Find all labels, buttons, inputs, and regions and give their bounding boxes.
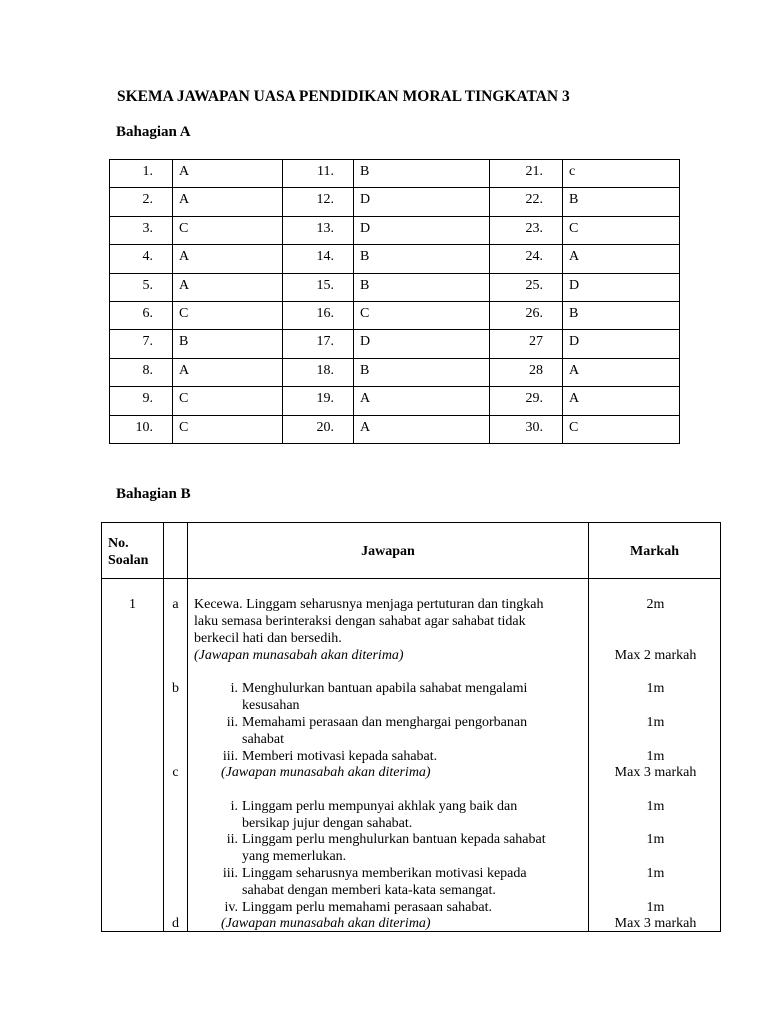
question-number-cell: 3. [110,216,173,244]
question-number-cell: 12. [283,188,354,216]
part-c-item-2-mark: 1m [646,832,665,847]
answer-row [110,188,680,216]
answer-cell: D [354,216,490,244]
header-jawapan: Jawapan [361,544,415,559]
question-number-cell: 27 [490,330,563,358]
question-number-cell: 26. [490,301,563,329]
question-number-cell: 19. [283,387,354,415]
part-b-item-1-num: i. [230,681,238,696]
question-number-cell: 14. [283,245,354,273]
answer-cell: C [354,301,490,329]
header-no: No. [108,536,129,551]
answer-cell: B [173,330,283,358]
answer-row [110,273,680,301]
part-b-note: (Jawapan munasabah akan diterima) [221,765,431,780]
answer-cell: C [563,216,680,244]
question-number-cell: 24. [490,245,563,273]
answer-cell: C [563,415,680,443]
question-number-cell: 8. [110,358,173,386]
part-c-item-4-line-1: Linggam perlu memahami perasaan sahabat. [242,900,492,915]
answer-cell: A [173,188,283,216]
part-c-item-4-mark: 1m [646,900,665,915]
question-number-cell: 4. [110,245,173,273]
part-b-item-2-line-1: Memahami perasaan dan menghargai pengorbanan [242,715,528,730]
answer-cell: C [173,415,283,443]
question-number-cell: 7. [110,330,173,358]
part-b-max: Max 3 markah [614,765,697,780]
part-a-line-1: Kecewa. Linggam seharusnya menjaga pertuturan dan tingkah [194,597,544,612]
part-b-item-1-line-1: Menghulurkan bantuan apabila sahabat mengalami [242,681,528,696]
answer-row [110,160,680,188]
answer-cell: C [173,301,283,329]
section-a-answer-table [109,159,680,444]
part-c-item-1-num: i. [230,799,238,814]
section-a-heading: Bahagian A [116,124,191,140]
answer-cell: B [354,273,490,301]
part-c-item-3-mark: 1m [646,866,665,881]
part-a-line-2: laku semasa berinteraksi dengan sahabat agar sahabat tidak [194,614,526,629]
part-b-item-2-mark: 1m [646,715,665,730]
part-b-item-3-line-1: Memberi motivasi kepada sahabat. [242,749,438,764]
question-number-cell: 13. [283,216,354,244]
part-b-item-1-line-2: kesusahan [242,698,300,713]
answer-cell: C [173,387,283,415]
part-a-mark: 2m [646,597,665,612]
answer-cell: A [563,387,680,415]
question-number-cell: 28 [490,358,563,386]
question-number-cell: 25. [490,273,563,301]
answer-cell: D [563,273,680,301]
question-number-cell: 23. [490,216,563,244]
part-a-note: (Jawapan munasabah akan diterima) [194,648,404,663]
part-c-item-3-line-1: Linggam seharusnya memberikan motivasi kepada [242,866,527,881]
question-number-cell: 5. [110,273,173,301]
question-number: 1 [129,597,136,612]
part-c-item-2-num: ii. [226,832,238,847]
part-b-item-2-line-2: sahabat [242,732,284,747]
part-c-item-1-mark: 1m [646,799,665,814]
answer-cell: D [354,188,490,216]
question-number-cell: 18. [283,358,354,386]
answer-cell: A [563,245,680,273]
answer-cell: C [173,216,283,244]
answer-cell: A [354,415,490,443]
answer-row [110,358,680,386]
header-markah: Markah [630,544,679,559]
answer-cell: A [173,160,283,188]
section-b-answer-table [101,522,721,932]
part-b-item-1-mark: 1m [646,681,665,696]
question-number-cell: 22. [490,188,563,216]
answer-cell: B [354,245,490,273]
question-number-cell: 10. [110,415,173,443]
part-c-item-2-line-1: Linggam perlu menghulurkan bantuan kepada sahabat [242,832,546,847]
part-b-item-3-mark: 1m [646,749,665,764]
part-a-max: Max 2 markah [614,648,697,663]
answer-cell: A [173,273,283,301]
answer-row [110,330,680,358]
question-number-cell: 15. [283,273,354,301]
part-c-max: Max 3 markah [614,916,697,931]
header-soalan: Soalan [108,553,149,568]
answer-cell: B [354,160,490,188]
answer-cell: A [173,358,283,386]
answer-cell: D [563,330,680,358]
answer-cell: B [563,188,680,216]
part-b-letter: b [172,681,179,696]
answer-row [110,415,680,443]
question-number-cell: 20. [283,415,354,443]
question-number-cell: 17. [283,330,354,358]
answer-row [110,216,680,244]
question-number-cell: 16. [283,301,354,329]
section-b-heading: Bahagian B [116,486,191,502]
part-c-item-3-num: iii. [222,866,238,881]
answer-cell: D [354,330,490,358]
page-title: SKEMA JAWAPAN UASA PENDIDIKAN MORAL TINGKATAN 3 [117,88,570,105]
answer-cell: B [563,301,680,329]
part-d-letter: d [172,916,179,931]
answer-cell: A [173,245,283,273]
part-b-item-3-num: iii. [222,749,238,764]
part-b-item-2-num: ii. [226,715,238,730]
answer-cell: A [563,358,680,386]
part-a-letter: a [172,597,179,612]
part-c-letter: c [172,765,179,780]
question-number-cell: 29. [490,387,563,415]
answer-row [110,387,680,415]
part-c-item-1-line-1: Linggam perlu mempunyai akhlak yang baik dan [242,799,518,814]
part-c-item-3-line-2: sahabat dengan memberi kata-kata semangat. [242,883,496,898]
part-c-note: (Jawapan munasabah akan diterima) [221,916,431,931]
part-c-item-2-line-2: yang memerlukan. [242,849,347,864]
answer-cell: B [354,358,490,386]
part-c-item-1-line-2: bersikap jujur dengan sahabat. [242,816,413,831]
answer-cell: c [563,160,680,188]
question-number-cell: 6. [110,301,173,329]
question-number-cell: 9. [110,387,173,415]
answer-cell: A [354,387,490,415]
question-number-cell: 2. [110,188,173,216]
question-number-cell: 11. [283,160,354,188]
answer-row [110,245,680,273]
question-number-cell: 30. [490,415,563,443]
answer-row [110,301,680,329]
part-a-line-3: berkecil hati dan bersedih. [194,631,342,646]
question-number-cell: 21. [490,160,563,188]
question-number-cell: 1. [110,160,173,188]
part-c-item-4-num: iv. [224,900,238,915]
